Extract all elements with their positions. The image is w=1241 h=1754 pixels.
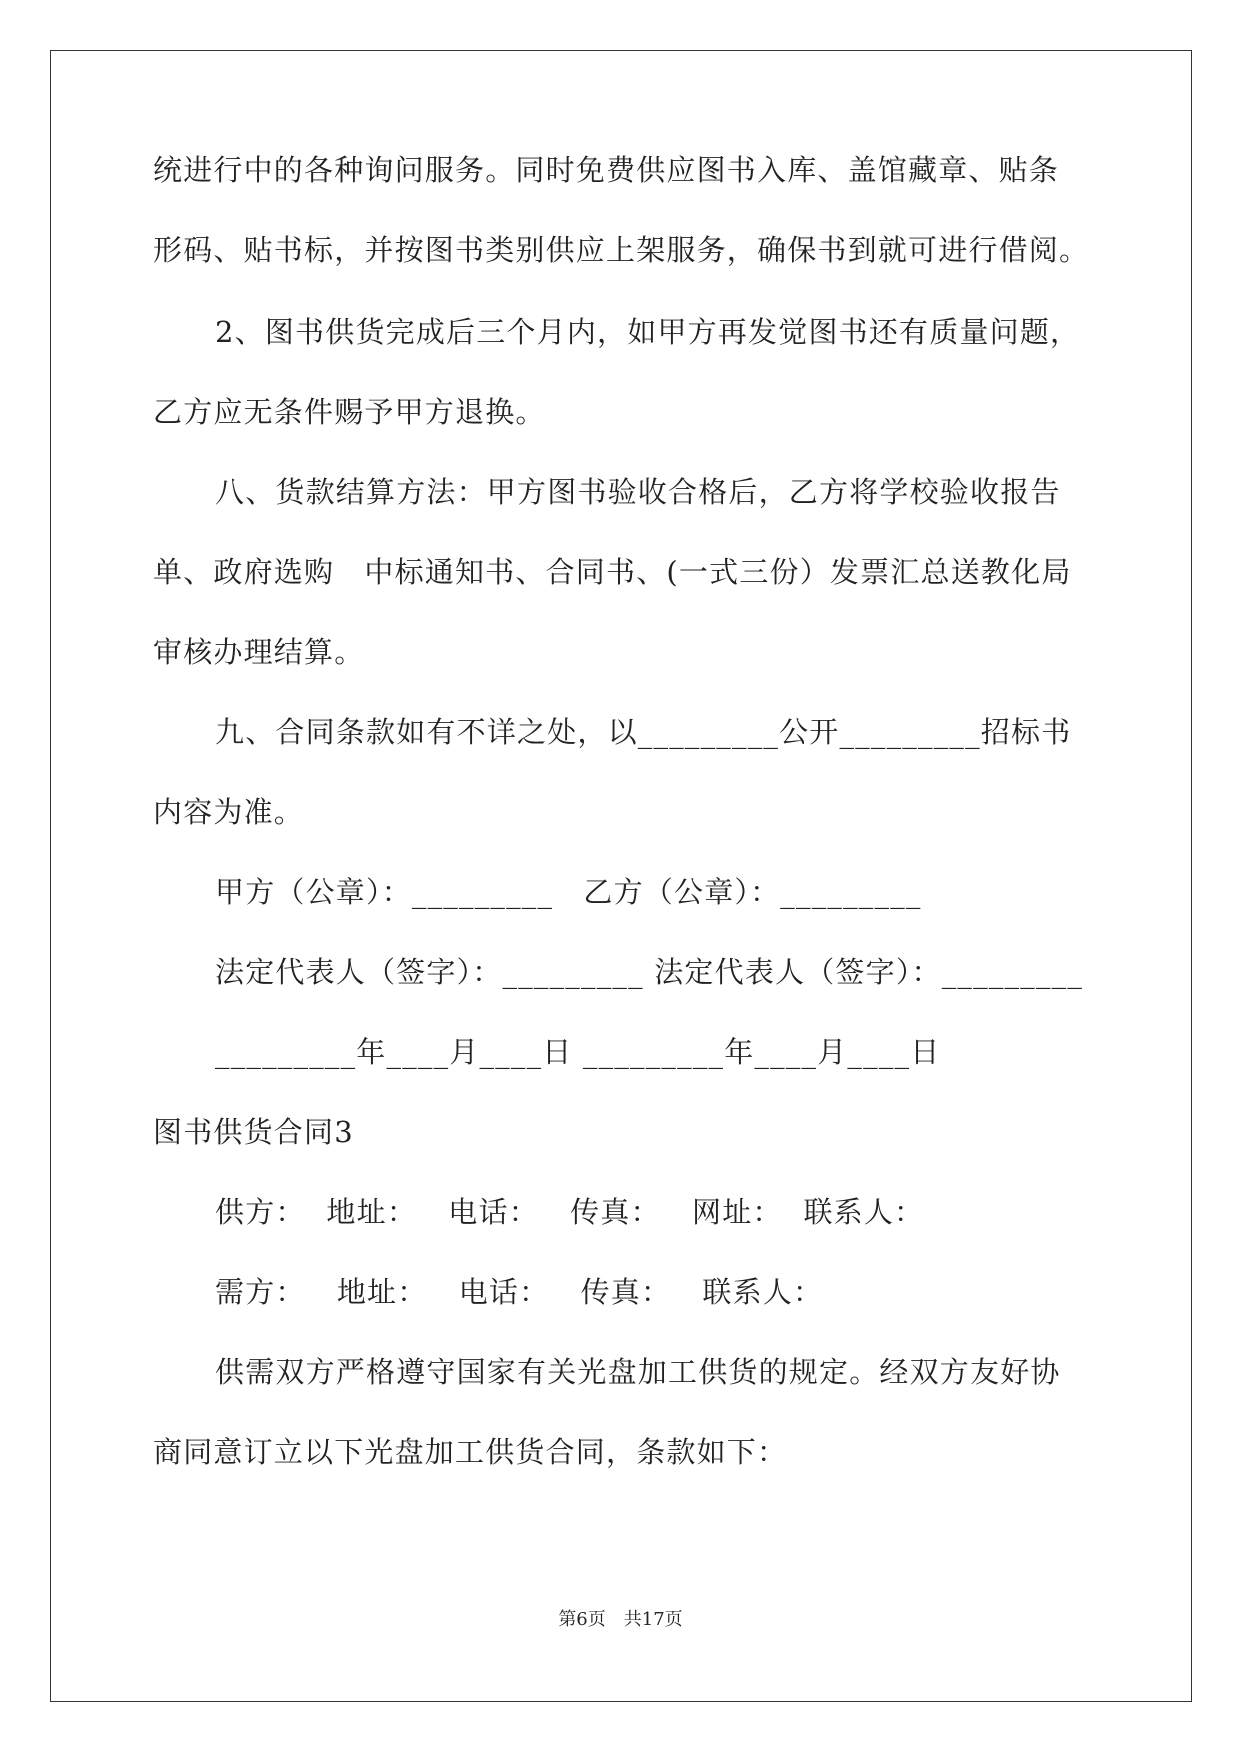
text-line: 九、合同条款如有不详之处，以_________公开_________招标书 <box>215 715 1072 749</box>
signature-line-representative: 法定代表人（签字）：_________ 法定代表人（签字）：_________ <box>215 955 1084 989</box>
page-number-footer: 第6页 共17页 <box>558 1609 683 1630</box>
text-line: 商同意订立以下光盘加工供货合同，条款如下： <box>153 1435 788 1469</box>
text-line: 统进行中的各种询问服务。同时免费供应图书入库、盖馆藏章、贴条 <box>153 153 1060 187</box>
text-line: 2、图书供货完成后三个月内，如甲方再发觉图书还有质量问题， <box>215 315 1081 349</box>
section-title: 图书供货合同3 <box>153 1115 354 1149</box>
text-line: 单、政府选购 中标通知书、合同书、(一式三份）发票汇总送教化局 <box>153 555 1072 589</box>
text-line: 审核办理结算。 <box>153 635 365 669</box>
text-line: 供需双方严格遵守国家有关光盘加工供货的规定。经双方友好协 <box>215 1355 1061 1389</box>
signature-line-date: _________年____月____日 _________年____月____日 <box>215 1035 941 1069</box>
signature-line-seal: 甲方（公章）：_________ 乙方（公章）：_________ <box>215 875 922 909</box>
buyer-info-line: 需方： 地址： 电话： 传真： 联系人： <box>215 1275 824 1309</box>
text-line: 八、货款结算方法：甲方图书验收合格后，乙方将学校验收报告 <box>215 475 1061 509</box>
supplier-info-line: 供方： 地址： 电话： 传真： 网址： 联系人： <box>215 1195 925 1229</box>
text-line: 乙方应无条件赐予甲方退换。 <box>153 395 546 429</box>
text-line: 形码、贴书标，并按图书类别供应上架服务，确保书到就可进行借阅。 <box>153 233 1090 267</box>
text-line: 内容为准。 <box>153 795 305 829</box>
